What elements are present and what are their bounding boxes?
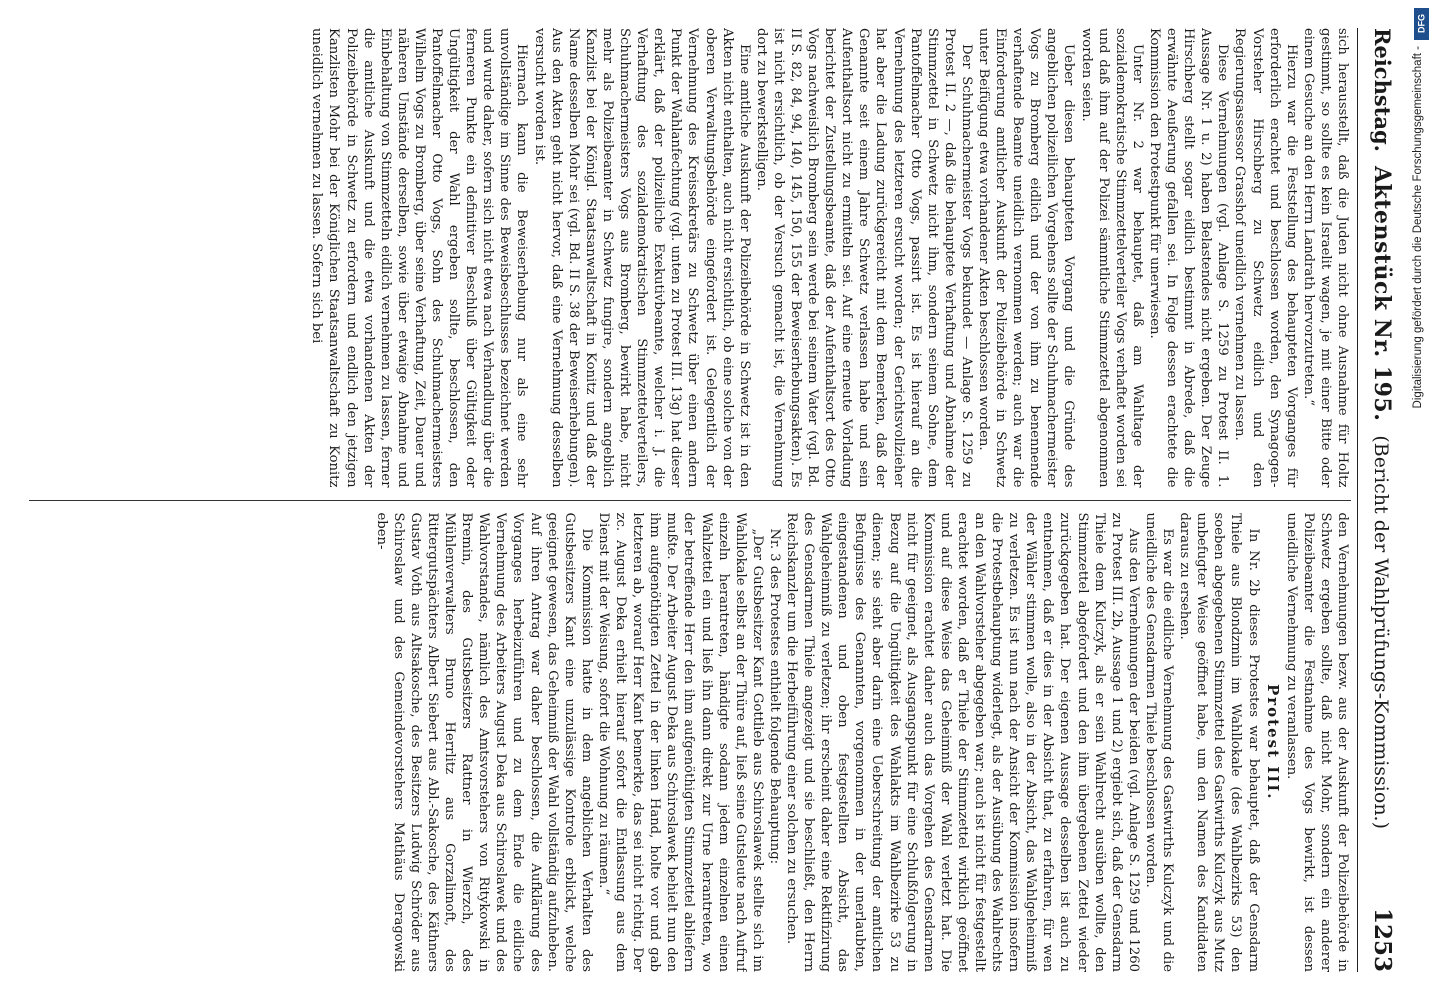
digitization-credit: Digitalisierung gefördert durch die Deutsche Forschungsgemeinschaft - <box>1412 46 1424 409</box>
column-left <box>29 28 1351 488</box>
paragraph: Diese Vernehmungen (vgl. Anlage S. 1259 zu Protest II. 1. Aussage Nr. 1 u. 2) haben Belastendes nicht ergeben. Der Zeuge Hirschberg stellt sogar eidlich bestimmt in Abrede, daß die erwähnte Aeußerung gefallen sei. In Folge dessen erachtete die Kommission den Protestpunkt für unerwiesen. <box>1146 28 1231 488</box>
paragraph: Der Schuhmachermeister Vogs bekundet — Anlage S. 1259 zu Protest II. 2 —, daß die behauptete Verhaftung und Abnahme der Stimmzettel in Schwetz nicht ihm, sondern seinem Sohne, dem Pantoffelmacher Otto Vogs, passirt ist. Es ist hierauf an die Vernehmung des letzteren ersucht worden; der Gerichtsvollzieher hat aber die Ladung zurückgereicht mit dem Bemerken, daß der Genannte seit einem Jahre Schwetz verlassen habe und sein Aufenthaltsort nicht zu ermitteln sei. Auf eine erneute Vorladung berichtet der Zustellungsbeamte, daß der Aufenthaltsort des Otto Vogs nachweislich Bromberg sein werde bei seinem Vater (vgl. Bd. II S. 82, 84, 94, 140, 145, 150, 155 der Beweiserhebungsakten). Es ist nicht ersichtlich, ob der Versuch gemacht ist, die Vernehmung dort zu bewerkstelligen. <box>753 28 974 488</box>
column-divider <box>29 500 1351 501</box>
header-title: (Bericht der Wahlprüfungs-Kommission.) <box>1370 435 1392 830</box>
column-right <box>29 513 1351 973</box>
header-document-number: Aktenstück Nr. 195. <box>1369 165 1395 422</box>
paragraph: Nr. 3 des Protestes enthielt folgende Behauptung: <box>766 528 782 865</box>
page-header <box>1357 28 1396 972</box>
paragraph: Hiernach kann die Beweiserhebung nur als eine sehr unvollständige im Sinne des Beweisbeschlusses bezeichnet werden und wurde daher, sofern sich nicht etwa nach Verhandlung über die ferneren Punkte ein definitiver Beschluß über Gültigkeit oder Ungültigkeit der Wahl ergeben sollte, beschlossen, den Pantoffelmacher Otto Vogs, Sohn des Schuhmachermeisters Wilhelm Vogs zu Bromberg, über seine Verhaftung, Zeit, Dauer und näheren Umstände derselben, sowie über etwaige Abnahme und Einbehaltung von Stimmzetteln eidlich vernehmen zu lassen, ferner die amtliche Auskunft und die etwa vorhandenen Akten der Polizeibehörde in Schwetz zu erfordern und endlich den jetzigen Kanzlisten Mohr bei der Königlichen Staatsanwaltschaft zu Konitz uneidlich vernehmen zu lassen. Sofern sich bei <box>309 28 530 488</box>
dfg-logo: DFG <box>1414 8 1429 40</box>
paragraph: Unter Nr. 2 war behauptet, daß am Wahltage der sozialdemokratische Stimmzettelverteiler Vogs verhaftet worden sei und daß ihm auf der Polizei sämmtliche Stimmzettel abgenommen worden seien. <box>1078 28 1145 488</box>
digitization-notice <box>1410 6 1432 786</box>
header-left-group <box>1369 28 1395 829</box>
paragraph: sich herausstellt, daß die Juden nicht ohne Ausnahme für Holtz gestimmt, so sollte es kein Israelit wagen, je mit einer Bitte oder einem Gesuche an den Herrn Landrath hervorzutreten.“ <box>1300 28 1350 488</box>
text-columns <box>29 28 1351 972</box>
paragraph: Aus den Vernehmungen der beiden (vgl. Anlage S. 1259 und 1260 zu Protest III. 2b, Aussage 1 und 2) ergiebt sich, daß der Gensdarm Thiele dem Kulczyk, als er sein Wahlrecht ausüben wollte, den Stimmzettel abgefordert und den ihm übergebenen Zettel wieder zurückgegeben hat. Der eigenen Aussage desselben ist auch zu entnehmen, daß er dies in der Absicht that, zu erfahren, für wen der Wähler stimmen wolle, also in der Absicht, das Wahlgeheimniß zu verletzen. Es ist nun nach der Ansicht der Kommission insofern die Protestbehauptung widerlegt, als der Ausübung des Wahlrechts an den Wahlvorsteher abgegeben war; auch ist nicht für festgestellt erachtet worden, daß er Thiele der Stimmzettel wirklich geöffnet und auf diese Weise das Geheimniß der Wahl verletzt hat. Die Kommission erachtet daher auch das Vorgehen des Gensdarmen nicht für geeignet, als Ausgangspunkt für eine Schlußfolgerung in Bezug auf die Ungültigkeit des Wahlakts im Wahlbezirke 53 zu dienen; sie sieht aber darin eine Ueberschreitung der amtlichen Befugnisse des Genannten, vorgenommen in der unerlaubten, eingestandenen und oben festgestellten Absicht, das Wahlgeheimniß zu verletzen; ihr erscheint daher eine Rektifizirung des Gensdarmen Thiele angezeigt und sie beschließt, den Herrn Reichskanzler um die Herbeiführung einer solchen zu ersuchen. <box>784 512 1141 972</box>
paragraph: den Vernehmungen bezw. aus der Auskunft der Polizeibehörde in Schwetz ergeben sollte, daß nicht Mohr, sondern ein anderer Polizeibeamter die Festnahme des Vogs bewirkt, ist dessen uneidliche Vernehmung zu veranlassen. <box>1283 512 1350 972</box>
paragraph: In Nr. 2b dieses Protestes war behauptet, daß der Gensdarm Thiele aus Blondzmin im Wahllokale (des Wahlbezirks 53) den soeben abgegebenen Stimmzettel des Gastwirths Kulczyk aus Mutz unbefugter Weise geöffnet habe, um den Namen des Kandidaten daraus zu ersehen. <box>1177 512 1261 972</box>
paragraph: Ueber diesen behaupteten Vorgang und die Gründe des angeblichen polizeilichen Vorgehens sollte der Schuhmachermeister Vogs zu Bromberg eidlich und der von ihm zu benennende verhaftende Beamte uneidlich vernommen werden; auch war die Einforderung amtlicher Auskunft der Polizeibehörde in Schwetz unter Beifügung etwa vorhandener Akten beschlossen worden. <box>976 28 1077 488</box>
paragraph: Es war die eidliche Vernehmung des Gastwirths Kulczyk und die uneidliche des Gensdarmen Thiele beschlossen worden. <box>1142 512 1176 972</box>
header-reichstag: Reichstag. <box>1370 28 1395 152</box>
paragraph: Hierzu war die Feststellung des behaupteten Vorganges für erforderlich erachtet und beschlossen worden, den Synagogen-Vorsteher Hirschberg zu Schwetz eidlich und den Regierungsassessor Grasshof uneidlich vernehmen zu lassen. <box>1232 28 1299 488</box>
paragraph: Eine amtliche Auskunft der Polizeibehörde in Schwetz ist in den Akten nicht enthalten, auch nicht ersichtlich, ob eine solche von der oberen Verwaltungsbehörde eingefordert ist. Gelegentlich der Vernehmung des Kreissekretärs zu Schwetz über einen andern Punkt der Wahlanfechtung (vgl. unten zu Protest III. 13g) hat dieser erklärt, daß der polizeiliche Exekutivbeamte, welcher i. J. die Verhaftung des sozialdemokratischen Stimmzettelverteilers, Schuhmachermeisters Vogs aus Bromberg, bewirkt habe, nicht mehr als Polizeibeamter in Schwetz fungire, sondern angeblich Kanzlist bei der Königl. Staatsanwaltschaft in Konitz und daß der Name desselben Mohr sei (vgl. Bd. II S. 38 der Beweiserhebungen). Aus den Akten geht nicht hervor, daß eine Vernehmung desselben versucht worden ist. <box>531 28 752 488</box>
rotated-page <box>20 10 1410 990</box>
page-number: 1253 <box>1369 907 1396 972</box>
section-heading: Protest III. <box>1263 683 1282 801</box>
paragraph: Die Kommission hatte in dem angeblichen Verhalten des Gutsbesitzers Kant eine unzulässige Kontrole erblickt, welche geeignet gewesen, das Geheimniß der Wahl vollständig aufzuheben. Auf ihren Antrag war daher beschlossen, die Aufklärung des Vorganges herbeizuführen und zu dem Ende die eidliche Vernehmung des Arbeiters August Deka aus Schiroslawek und des Wahlvorstandes, nämlich des Amtsvorstehers von Ritykowski in Bremin, des Gutsbesitzers Rattner in Wierzch, des Mühlenverwalters Bruno Herrlitz aus Gorzalimoft, des Rittergutspächters Albert Siebert aus Abl.-Sakosche, des Käthners Gustav Voth aus Altsakosche, des Besitzers Ludwig Schröder aus Schiroslaw und des Gemeindevorstehers Mathäus Deragowski eben- <box>373 512 594 972</box>
paragraph: „Der Gutsbesitzer Kant Gottlieb aus Schiroslawek stellte sich im Wahllokale selbst an der Thüre auf, ließ seine Gutsleute nach Aufruf einzeln herantreten, händigte sodann jedem einzelnen einen Wahlzettel ein und ließ ihn dann direkt zur Urne herantreten, wo der betreffende Herr den ihm aufgenöthigten Stimmzettel abliefern mußte. Der Arbeiter August Deka aus Schiroslawek behielt nun den ihm aufgenöthigten Zettel in der linken Hand, holte vor und gab letzteren ab, worauf Herr Kant bemerkte, das sei nicht richtig. Der zc. August Deka erhielt hierauf sofort die Entlassung aus dem Dienst mit der Weisung, sofort die Wohnung zu räumen.“ <box>595 512 765 972</box>
